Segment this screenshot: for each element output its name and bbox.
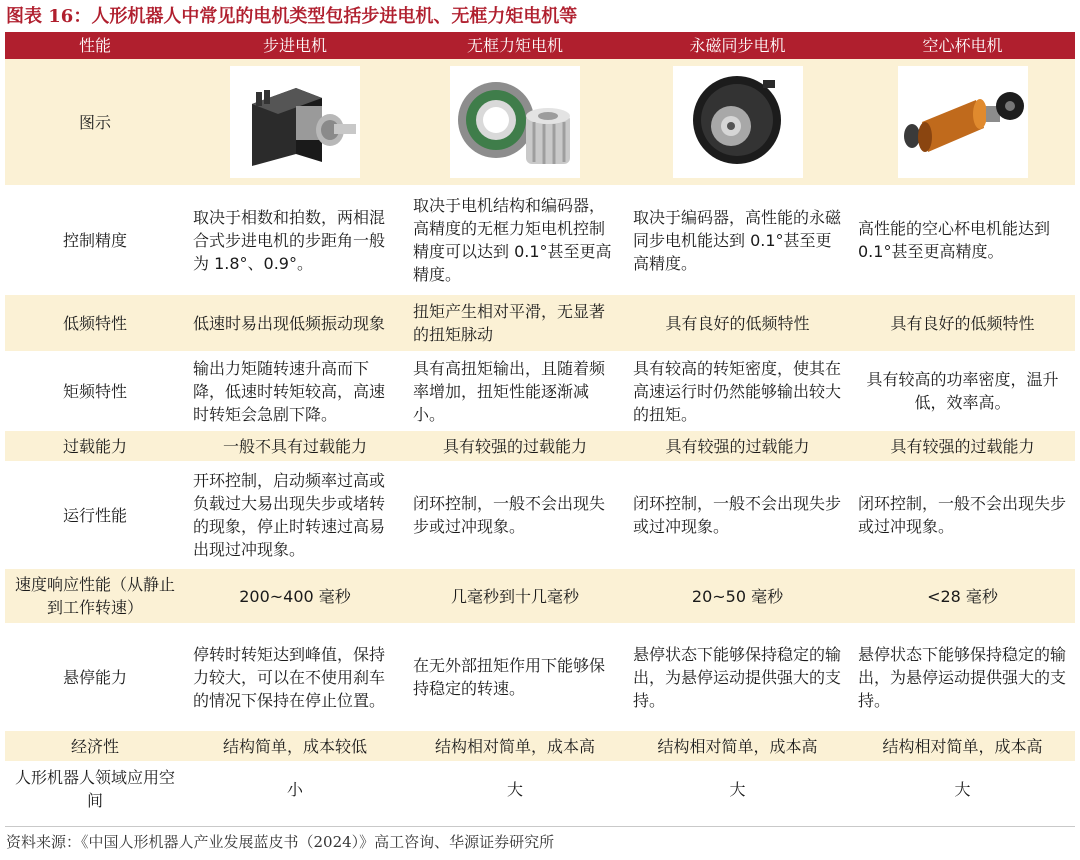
table-cell: 取决于电机结构和编码器，高精度的无框力矩电机控制精度可以达到 0.1°甚至更高精度。	[405, 185, 625, 295]
stepper-motor-image-cell	[185, 59, 405, 185]
row-speed-response	[5, 569, 1075, 623]
table-cell: 高性能的空心杯电机能达到 0.1°甚至更高精度。	[850, 185, 1075, 295]
table-cell: 在无外部扭矩作用下能够保持稳定的转速。	[405, 623, 625, 731]
table-cell: 大	[625, 761, 850, 817]
table-cell: 具有较强的过载能力	[625, 431, 850, 461]
figure-title: 图表 16：人形机器人中常见的电机类型包括步进电机、无框力矩电机等	[6, 6, 578, 27]
coreless-motor-image	[898, 66, 1028, 178]
header-row	[5, 32, 1075, 59]
table-cell: 扭矩产生相对平滑，无显著的扭矩脉动	[405, 295, 625, 351]
table-cell: 闭环控制，一般不会出现失步或过冲现象。	[405, 461, 625, 569]
header-frameless-torque-motor: 无框力矩电机	[405, 32, 625, 59]
table-cell: 大	[850, 761, 1075, 817]
row-label: 运行性能	[5, 461, 185, 569]
table-cell: 结构相对简单，成本高	[850, 731, 1075, 761]
table-cell: 开环控制，启动频率过高或负载过大易出现失步或堵转的现象，停止时转速过高易出现过冲现象。	[185, 461, 405, 569]
table-cell: 悬停状态下能够保持稳定的输出，为悬停运动提供强大的支持。	[850, 623, 1075, 731]
table-cell: 闭环控制，一般不会出现失步或过冲现象。	[850, 461, 1075, 569]
row-label: 人形机器人领域应用空间	[5, 761, 185, 817]
row-economy	[5, 731, 1075, 761]
pmsm-image-cell	[625, 59, 850, 185]
row-label: 经济性	[5, 731, 185, 761]
row-label: 矩频特性	[5, 351, 185, 431]
row-torque-frequency	[5, 351, 1075, 431]
header-coreless-motor: 空心杯电机	[850, 32, 1075, 59]
row-label: 低频特性	[5, 295, 185, 351]
pmsm-image	[673, 66, 803, 178]
table-cell: 具有良好的低频特性	[625, 295, 850, 351]
row-hover-capability	[5, 623, 1075, 731]
row-label: 速度响应性能（从静止到工作转速）	[5, 569, 185, 623]
table-cell: 悬停状态下能够保持稳定的输出，为悬停运动提供强大的支持。	[625, 623, 850, 731]
table-cell: 闭环控制，一般不会出现失步或过冲现象。	[625, 461, 850, 569]
frameless-torque-motor-image-cell	[405, 59, 625, 185]
table-cell: 取决于相数和拍数，两相混合式步进电机的步距角一般为 1.8°、0.9°。	[185, 185, 405, 295]
row-label: 过载能力	[5, 431, 185, 461]
table-cell: 取决于编码器，高性能的永磁同步电机能达到 0.1°甚至更高精度。	[625, 185, 850, 295]
table-cell: 一般不具有过载能力	[185, 431, 405, 461]
table-cell: 结构相对简单，成本高	[625, 731, 850, 761]
row-label: 控制精度	[5, 185, 185, 295]
table-cell: 具有较高的转矩密度，使其在高速运行时仍然能够输出较大的扭矩。	[625, 351, 850, 431]
table-cell: 具有较强的过载能力	[850, 431, 1075, 461]
row-operating-performance	[5, 461, 1075, 569]
table-cell: <28 毫秒	[850, 569, 1075, 623]
row-low-frequency	[5, 295, 1075, 351]
header-performance: 性能	[5, 32, 185, 59]
motor-comparison-table	[5, 32, 1075, 817]
image-row	[5, 59, 1075, 185]
source-note: 资料来源：《中国人形机器人产业发展蓝皮书（2024）》高工咨询、华源证券研究所	[6, 833, 555, 851]
table-cell: 具有高扭矩输出，且随着频率增加，扭矩性能逐渐减小。	[405, 351, 625, 431]
image-row-label: 图示	[5, 59, 185, 185]
row-label: 悬停能力	[5, 623, 185, 731]
table-cell: 结构简单，成本较低	[185, 731, 405, 761]
table-cell: 几毫秒到十几毫秒	[405, 569, 625, 623]
table-cell: 大	[405, 761, 625, 817]
table-cell: 具有良好的低频特性	[850, 295, 1075, 351]
header-stepper-motor: 步进电机	[185, 32, 405, 59]
table-cell: 低速时易出现低频振动现象	[185, 295, 405, 351]
table-cell: 停转时转矩达到峰值，保持力较大，可以在不使用刹车的情况下保持在停止位置。	[185, 623, 405, 731]
table-cell: 具有较强的过载能力	[405, 431, 625, 461]
row-overload	[5, 431, 1075, 461]
table-cell: 结构相对简单，成本高	[405, 731, 625, 761]
table-cell: 具有较高的功率密度，温升低，效率高。	[850, 351, 1075, 431]
header-pmsm: 永磁同步电机	[625, 32, 850, 59]
row-control-precision	[5, 185, 1075, 295]
table-cell: 小	[185, 761, 405, 817]
coreless-motor-image-cell	[850, 59, 1075, 185]
table-cell: 20~50 毫秒	[625, 569, 850, 623]
frameless-torque-motor-image	[450, 66, 580, 178]
table-cell: 200~400 毫秒	[185, 569, 405, 623]
row-application-space	[5, 761, 1075, 817]
source-divider	[5, 826, 1075, 827]
table-cell: 输出力矩随转速升高而下降，低速时转矩较高，高速时转矩会急剧下降。	[185, 351, 405, 431]
stepper-motor-image	[230, 66, 360, 178]
